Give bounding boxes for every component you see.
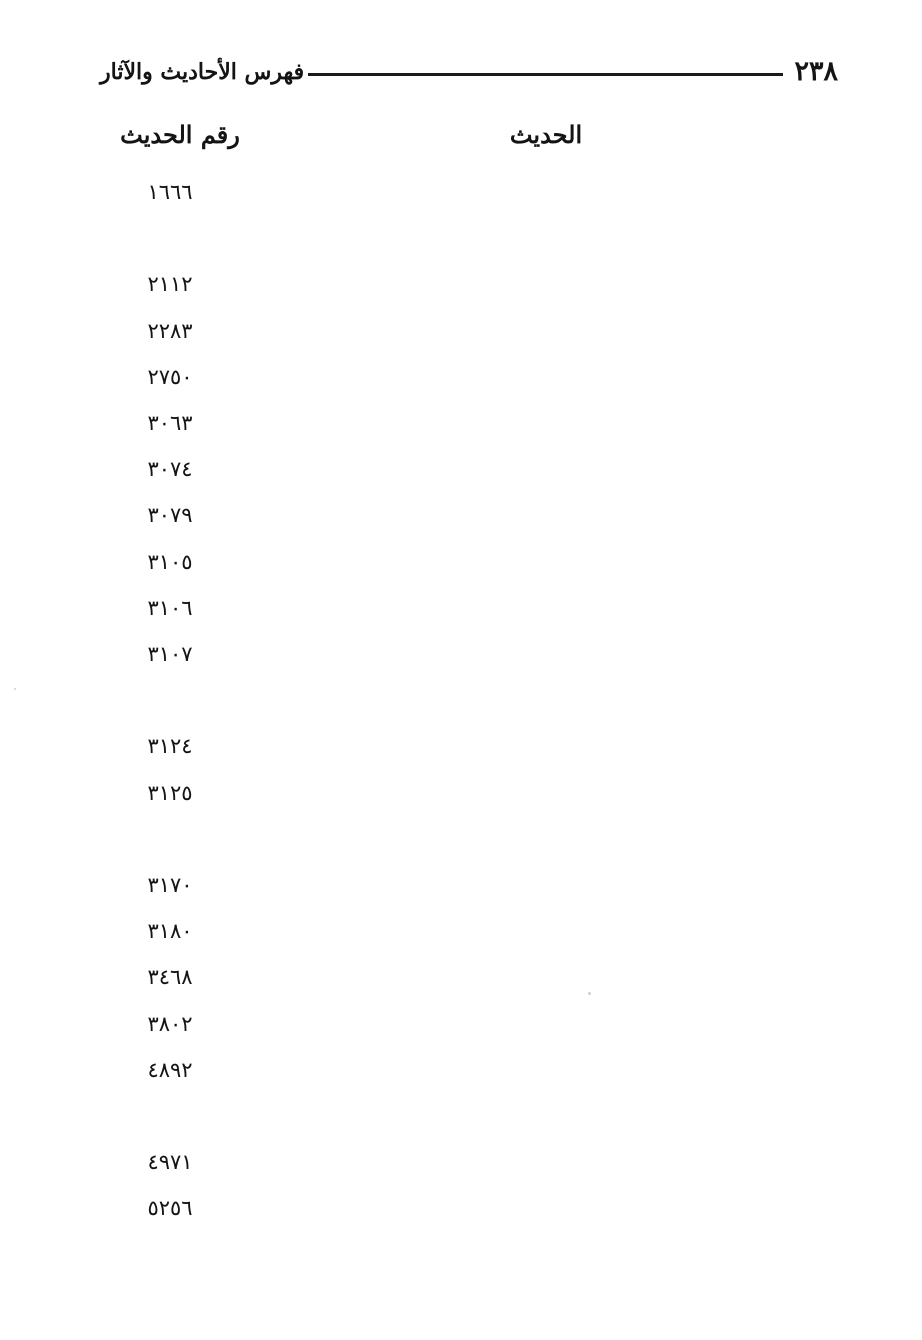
header-rule	[308, 73, 783, 76]
hadith-number	[120, 819, 220, 859]
hadith-number	[120, 218, 220, 258]
hadith-number: ٣٤٦٨	[147, 965, 193, 989]
hadith-number: ٣١٢٥	[147, 781, 193, 805]
hadith-number: ٤٩٧١	[147, 1150, 193, 1174]
hadith-number: ٣١٨٠	[147, 919, 193, 943]
hadith-number: ٣١٠٦	[147, 596, 193, 620]
hadith-number: ٥٢٥٦	[147, 1196, 193, 1220]
column-header-hadith: الحديث	[509, 120, 583, 149]
hadith-number: ٣٠٧٩	[147, 503, 193, 527]
hadith-number: ٤٨٩٢	[147, 1058, 193, 1082]
hadith-number: ٣٠٦٣	[147, 411, 193, 435]
paper-speck	[14, 688, 16, 690]
hadith-number: ١٦٦٦	[147, 180, 193, 204]
page-header	[100, 50, 838, 94]
hadith-number: ٣١٧٠	[147, 873, 193, 897]
hadith-number: ٢١١٢	[147, 272, 193, 296]
running-title: فهرس الأحاديث والآثار	[100, 59, 305, 85]
hadith-number	[120, 1096, 220, 1136]
hadith-number: ٣٨٠٢	[147, 1012, 193, 1036]
hadith-number: ٢٢٨٣	[147, 319, 193, 343]
hadith-number: ٣١٢٤	[147, 734, 193, 758]
hadith-number: ٣٠٧٤	[147, 457, 193, 481]
hadith-number: ٣١٠٥	[147, 550, 193, 574]
hadith-number: ٣١٠٧	[147, 642, 193, 666]
column-header-number: رقم الحديث	[120, 120, 240, 149]
paper-speck	[588, 992, 591, 995]
hadith-number	[120, 680, 220, 720]
hadith-number: ٢٧٥٠	[147, 365, 193, 389]
page-number: ٢٣٨	[794, 56, 838, 87]
